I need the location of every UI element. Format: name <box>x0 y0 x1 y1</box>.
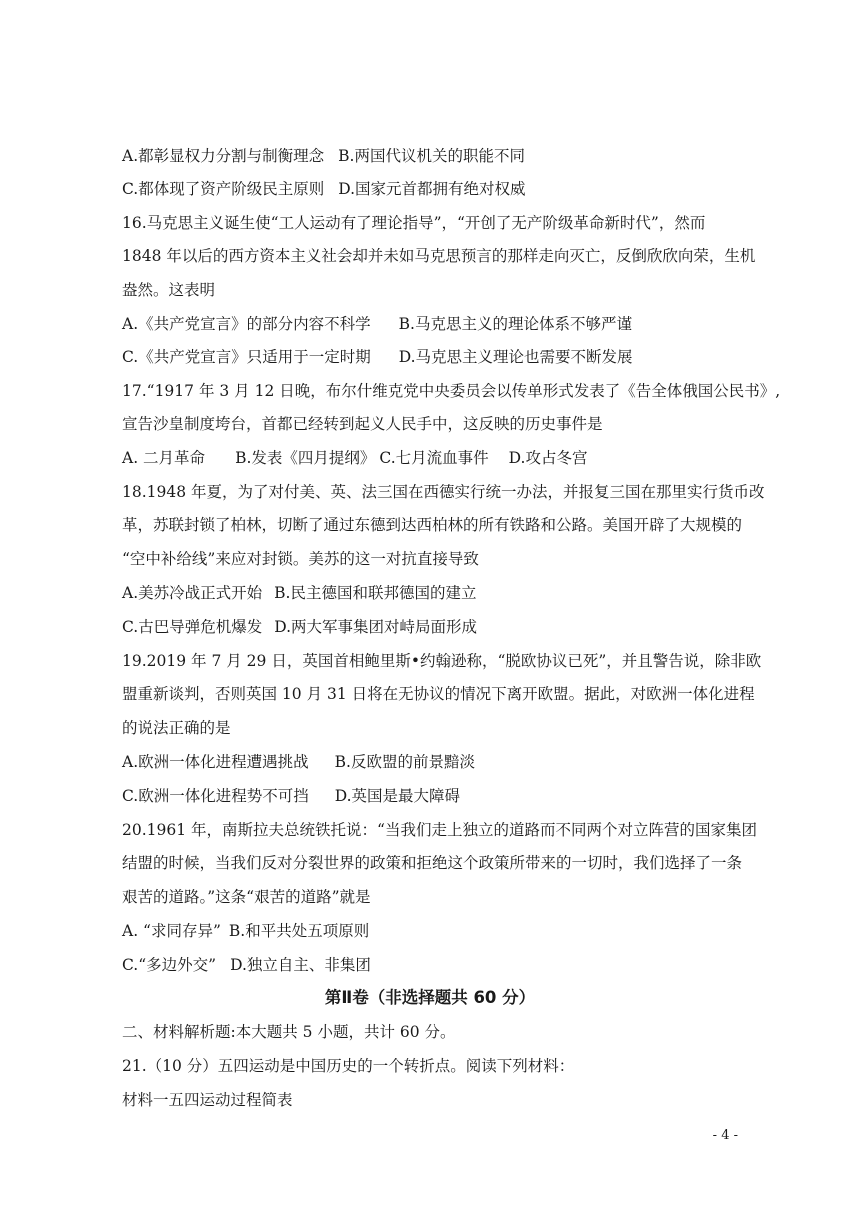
q17-option-b: B.发表《四月提纲》 <box>235 449 376 467</box>
section-2-intro: 二、材料解析题:本大题共 5 小题，共计 60 分。 <box>122 1023 456 1041</box>
q19-option-c: C.欧洲一体化进程势不可挡 <box>122 787 309 805</box>
q15-option-a: A.都彰显权力分割与制衡理念 <box>122 147 325 165</box>
q16-stem-line-1: 16.马克思主义诞生使“工人运动有了理论指导”，“开创了无产阶级革命新时代”，然而 <box>122 214 706 232</box>
q19-stem-line-2: 盟重新谈判，否则英国 10 月 31 日将在无协议的情况下离开欧盟。据此，对欧洲一体化进程 <box>122 685 755 703</box>
q20-stem-line-3: 艰苦的道路。”这条“艰苦的道路”就是 <box>122 888 371 906</box>
q20-options-row-2 <box>122 955 742 975</box>
q21-material-caption: 材料一五四运动过程简表 <box>122 1091 293 1109</box>
q15-options-row-2 <box>122 179 742 199</box>
q18-option-d: D.两大军事集团对峙局面形成 <box>274 618 478 636</box>
q20-option-d: D.独立自主、非集团 <box>230 956 371 974</box>
q17-option-d: D.攻占冬宫 <box>508 449 588 467</box>
q19-option-d: D.英国是最大障碍 <box>334 787 461 805</box>
q16-option-a: A.《共产党宣言》的部分内容不科学 <box>122 315 371 333</box>
q19-stem-line-3: 的说法正确的是 <box>122 719 231 737</box>
q16-stem-line-2: 1848 年以后的西方资本主义社会却并未如马克思预言的那样走向灭亡，反倒欣欣向荣，生机 <box>122 247 756 265</box>
q18-stem-line-3: “空中补给线”来应对封锁。美苏的这一对抗直接导致 <box>122 550 479 568</box>
q20-option-b: B.和平共处五项原则 <box>228 922 370 940</box>
q18-option-b: B.民主德国和联邦德国的建立 <box>274 584 477 602</box>
q17-options-row <box>122 448 742 468</box>
q17-stem-line-1: 17.“1917 年 3 月 12 日晚，布尔什维克党中央委员会以传单形式发表了《告全体俄国公民书》, <box>122 382 781 400</box>
q16-options-row-2 <box>122 347 742 367</box>
page-number: - 4 - <box>712 1128 738 1143</box>
q21-stem: 21.（10 分）五四运动是中国历史的一个转折点。阅读下列材料： <box>122 1057 575 1075</box>
q16-option-d: D.马克思主义理论也需要不断发展 <box>398 348 633 366</box>
q19-options-row-2 <box>122 786 742 806</box>
q15-option-c: C.都体现了资产阶级民主原则 <box>122 180 325 198</box>
section-2-title: 第Ⅱ卷（非选择题共 60 分） <box>324 988 536 1007</box>
q17-option-a: A. 二月革命 <box>122 449 206 467</box>
q16-option-b: B.马克思主义的理论体系不够严谨 <box>398 315 632 333</box>
q20-options-row-1 <box>122 921 742 941</box>
q16-option-c: C.《共产党宣言》只适用于一定时期 <box>122 348 371 366</box>
q18-options-row-2 <box>122 617 742 637</box>
q15-option-d: D.国家元首都拥有绝对权威 <box>338 180 526 198</box>
q19-options-row-1 <box>122 752 742 772</box>
q19-option-a: A.欧洲一体化进程遭遇挑战 <box>122 753 309 771</box>
q17-option-c: C.七月流血事件 <box>379 449 489 467</box>
q16-options-row-1 <box>122 314 742 334</box>
q20-option-c: C.“多边外交” <box>122 956 217 974</box>
q20-stem-line-2: 结盟的时候，当我们反对分裂世界的政策和拒绝这个政策所带来的一切时，我们选择了一条 <box>122 854 743 872</box>
q19-option-b: B.反欧盟的前景黯淡 <box>334 753 475 771</box>
q15-options-row-1 <box>122 146 742 166</box>
q18-option-a: A.美苏冷战正式开始 <box>122 584 263 602</box>
q18-option-c: C.古巴导弹危机爆发 <box>122 618 263 636</box>
q18-options-row-1 <box>122 583 742 603</box>
q17-stem-line-2: 宣告沙皇制度垮台，首都已经转到起义人民手中，这反映的历史事件是 <box>122 415 603 433</box>
q18-stem-line-1: 18.1948 年夏，为了对付美、英、法三国在西德实行统一办法，并报复三国在那里实行货币改 <box>122 483 765 501</box>
q15-option-b: B.两国代议机关的职能不同 <box>338 147 525 165</box>
q20-option-a: A. “求同存异” <box>122 922 221 940</box>
q18-stem-line-2: 革，苏联封锁了柏林，切断了通过东德到达西柏林的所有铁路和公路。美国开辟了大规模的 <box>122 516 743 534</box>
q20-stem-line-1: 20.1961 年，南斯拉夫总统铁托说：“当我们走上独立的道路而不同两个对立阵营的国家集团 <box>122 821 757 839</box>
q19-stem-line-1: 19.2019 年 7 月 29 日，英国首相鲍里斯•约翰逊称，“脱欧协议已死”，并且警告说，除非欧 <box>122 652 762 670</box>
q16-stem-line-3: 盎然。这表明 <box>122 281 216 299</box>
